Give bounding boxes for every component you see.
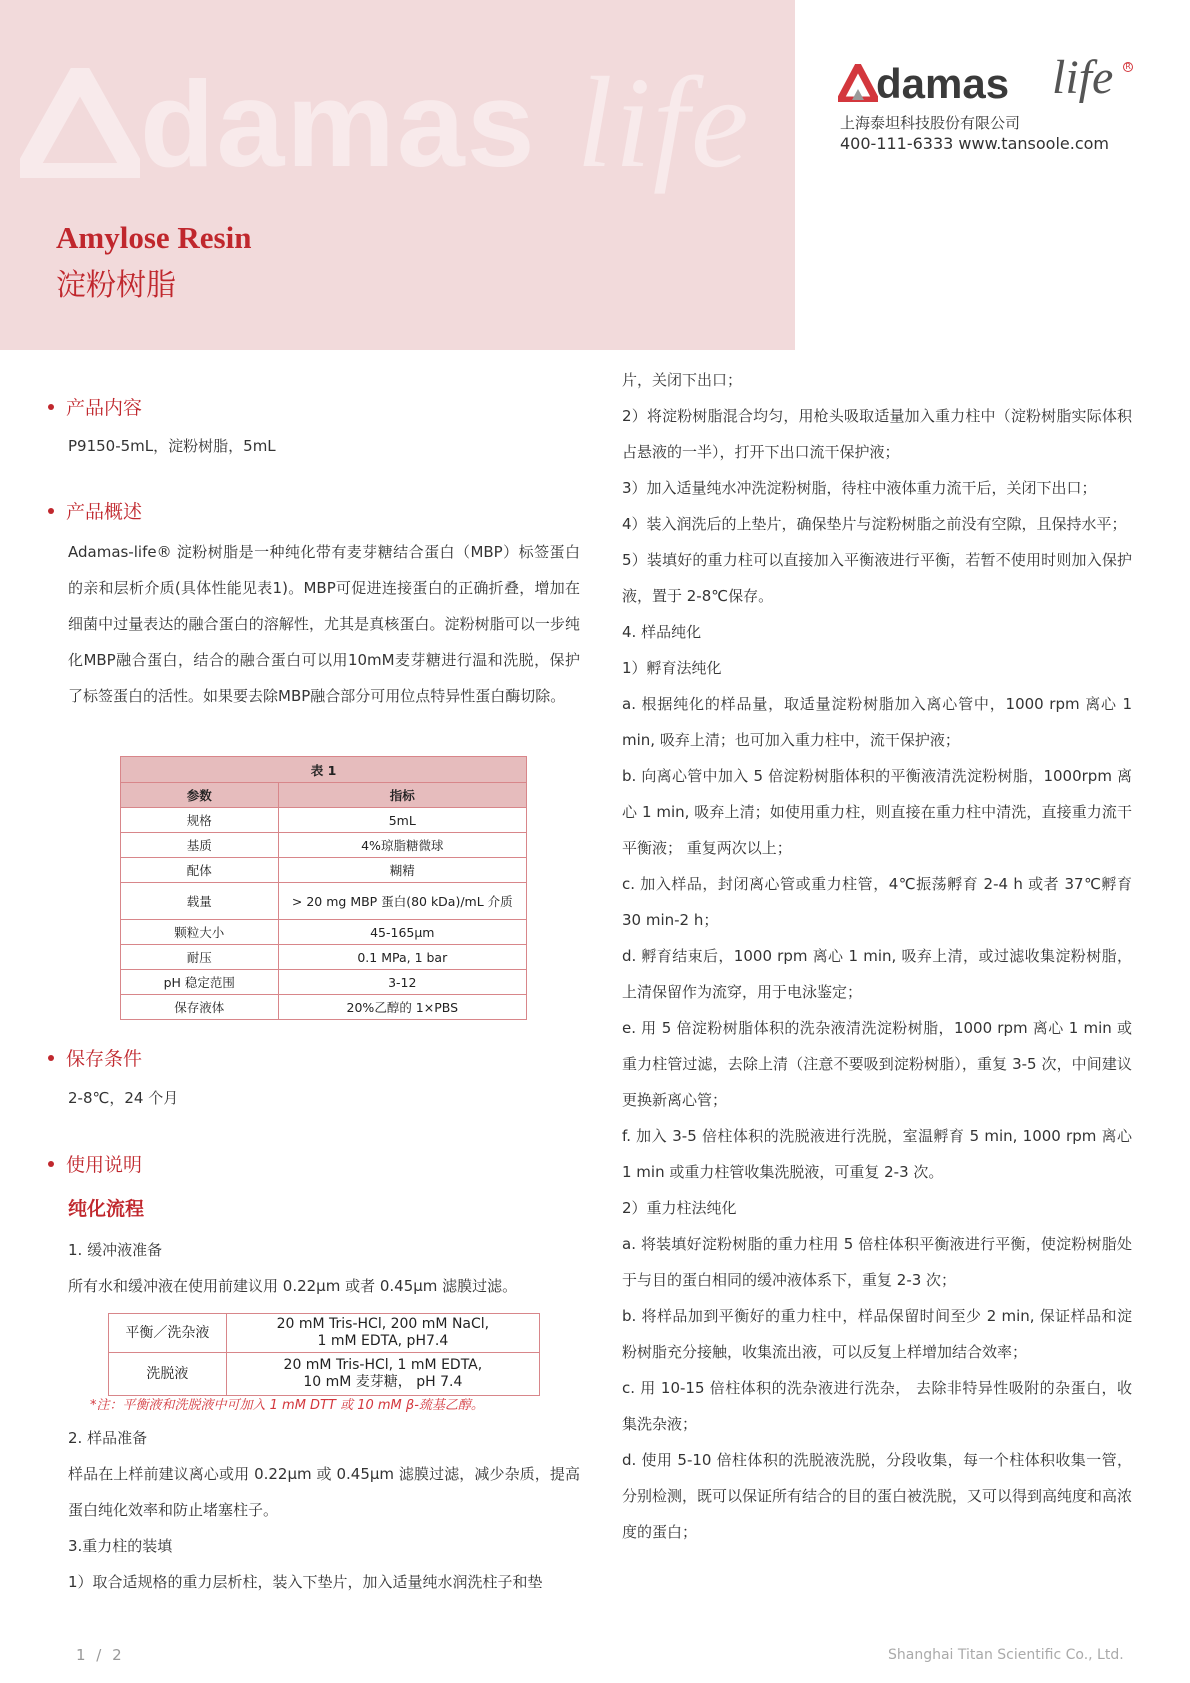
table-cell: 洗脱液	[109, 1353, 227, 1396]
table-header: 参数	[121, 783, 279, 808]
table-row	[121, 808, 527, 833]
table-row	[121, 833, 527, 858]
table-cell: 0.1 MPa, 1 bar	[278, 945, 526, 970]
table-cell: pH 稳定范围	[121, 970, 279, 995]
bullet-icon	[48, 1161, 54, 1167]
text-line: 4）装入润洗后的上垫片，确保垫片与淀粉树脂之前没有空隙，且保持水平；	[622, 515, 1127, 533]
product-title-en: Amylose Resin	[56, 220, 252, 255]
bullet-icon	[48, 1055, 54, 1061]
step-3-title: 3.重力柱的装填	[68, 1537, 173, 1555]
section-storage-title: 保存条件	[48, 1044, 142, 1071]
table-cell: 45-165μm	[278, 920, 526, 945]
product-title-cn: 淀粉树脂	[56, 268, 176, 303]
section-overview-title: 产品概述	[48, 497, 142, 524]
text-line: c. 用 10-15 倍柱体积的洗杂液进行洗杂， 去除非特异性吸附的杂蛋白，收集洗杂液；	[622, 1379, 1132, 1433]
storage-text: 2-8℃，24 个月	[68, 1089, 179, 1107]
section-contents-title: 产品内容	[48, 393, 142, 420]
step-2-title: 2. 样品准备	[68, 1429, 148, 1447]
table-cell: 20%乙醇的 1×PBS	[278, 995, 526, 1020]
text-line: a. 根据纯化的样品量，取适量淀粉树脂加入离心管中，1000 rpm 离心 1 min, 吸弃上清；也可加入重力柱中，流干保护液；	[622, 695, 1132, 749]
table-row	[121, 970, 527, 995]
text-line: a. 将装填好淀粉树脂的重力柱用 5 倍柱体积平衡液进行平衡，使淀粉树脂处于与目的蛋白相同的缓冲液体系下，重复 2-3 次；	[622, 1235, 1132, 1289]
text-line: b. 将样品加到平衡好的重力柱中，样品保留时间至少 2 min, 保证样品和淀粉树脂充分接触，收集流出液，可以反复上样增加结合效率；	[622, 1307, 1132, 1361]
right-column	[622, 362, 1132, 1550]
text-line: 1）孵育法纯化	[622, 659, 722, 677]
table-cell: 5mL	[278, 808, 526, 833]
company-contact: 400-111-6333 www.tansoole.com	[840, 134, 1109, 153]
table-cell: 颗粒大小	[121, 920, 279, 945]
watermark: damas life	[20, 48, 751, 206]
page-number: 1 / 2	[76, 1646, 125, 1664]
footer-company: Shanghai Titan Scientific Co., Ltd.	[888, 1647, 1124, 1663]
text-line: f. 加入 3-5 倍柱体积的洗脱液进行洗脱，室温孵育 5 min, 1000 rpm 离心 1 min 或重力柱管收集洗脱液，可重复 2-3 次。	[622, 1127, 1132, 1181]
table-cell: 20 mM Tris-HCl, 1 mM EDTA, 10 mM 麦芽糖， pH 7.4	[226, 1353, 539, 1396]
text-line: 4. 样品纯化	[622, 623, 702, 641]
contents-text: P9150-5mL，淀粉树脂，5mL	[68, 437, 276, 455]
company-logo	[838, 50, 1138, 154]
spec-table	[120, 756, 527, 1020]
bullet-icon	[48, 508, 54, 514]
table-row	[121, 945, 527, 970]
table-row	[109, 1353, 540, 1396]
text-line: 5）装填好的重力柱可以直接加入平衡液进行平衡，若暂不使用时则加入保护液，置于 2-8℃保存。	[622, 551, 1132, 605]
step-1-text: 所有水和缓冲液在使用前建议用 0.22μm 或者 0.45μm 滤膜过滤。	[68, 1277, 518, 1295]
table-cell: 平衡／洗杂液	[109, 1314, 227, 1353]
table-header: 指标	[278, 783, 526, 808]
table-row	[109, 1314, 540, 1353]
table-cell: 20 mM Tris-HCl, 200 mM NaCl, 1 mM EDTA, pH7.4	[226, 1314, 539, 1353]
table-row	[121, 920, 527, 945]
table-row	[121, 858, 527, 883]
text-line: b. 向离心管中加入 5 倍淀粉树脂体积的平衡液清洗淀粉树脂，1000rpm 离心 1 min, 吸弃上清；如使用重力柱，则直接在重力柱中清洗，直接重力流干平衡液； 重复两次以上；	[622, 767, 1132, 857]
company-name: 上海泰坦科技股份有限公司	[840, 114, 1021, 132]
step-2-text: 样品在上样前建议离心或用 0.22μm 或 0.45μm 滤膜过滤，减少杂质，提高蛋白纯化效率和防止堵塞柱子。	[68, 1465, 580, 1519]
buffer-note: *注：平衡液和洗脱液中可加入 1 mM DTT 或 10 mM β-巯基乙醇。	[90, 1398, 484, 1413]
table-cell: 4%琼脂糖微球	[278, 833, 526, 858]
text-line: e. 用 5 倍淀粉树脂体积的洗杂液清洗淀粉树脂，1000 rpm 离心 1 min 或重力柱管过滤，去除上清（注意不要吸到淀粉树脂），重复 3-5 次，中间建议更换新离心管；	[622, 1019, 1132, 1109]
text-line: 3）加入适量纯水冲洗淀粉树脂，待柱中液体重力流干后，关闭下出口；	[622, 479, 1097, 497]
buffer-table	[108, 1313, 540, 1396]
triangle-logo-icon	[838, 64, 878, 112]
table-cell: 糊精	[278, 858, 526, 883]
table-row	[121, 995, 527, 1020]
step-1-title: 1. 缓冲液准备	[68, 1241, 163, 1259]
table-cell: 保存液体	[121, 995, 279, 1020]
text-line: 2）将淀粉树脂混合均匀，用枪头吸取适量加入重力柱中（淀粉树脂实际体积占悬液的一半），打开下出口流干保护液；	[622, 407, 1132, 461]
text-line: 2）重力柱法纯化	[622, 1199, 737, 1217]
table-cell: 规格	[121, 808, 279, 833]
table-row	[121, 883, 527, 920]
table-cell: 3-12	[278, 970, 526, 995]
table-cell: 基质	[121, 833, 279, 858]
registered-icon: R	[1123, 62, 1133, 72]
table-cell: > 20 mg MBP 蛋白(80 kDa)/mL 介质	[278, 883, 526, 920]
table-cell: 载量	[121, 883, 279, 920]
section-usage-title: 使用说明	[48, 1150, 142, 1177]
table-cell: 配体	[121, 858, 279, 883]
text-line: d. 孵育结束后，1000 rpm 离心 1 min, 吸弃上清，或过滤收集淀粉树脂，上清保留作为流穿，用于电泳鉴定；	[622, 947, 1132, 1001]
overview-text: Adamas-life® 淀粉树脂是一种纯化带有麦芽糖结合蛋白（MBP）标签蛋白的亲和层析介质(具体性能见表1)。MBP可促进连接蛋白的正确折叠，增加在细菌中过量表达的融合蛋白的溶解性，尤其是真核蛋白。淀粉树脂可以一步纯化MBP融合蛋白，结合的融合蛋白可以用10mM麦芽糖进行温和洗脱，保护了标签蛋白的活性。如果要去除MBP融合部分可用位点特异性蛋白酶切除。	[68, 543, 580, 705]
logo-brand: damas	[838, 60, 1009, 112]
table-caption: 表 1	[121, 757, 527, 783]
logo-life: life	[1052, 51, 1114, 104]
flow-title: 纯化流程	[68, 1198, 145, 1220]
bullet-icon	[48, 404, 54, 410]
step-3-1-text: 1）取合适规格的重力层析柱，装入下垫片，加入适量纯水润洗柱子和垫	[68, 1573, 543, 1591]
text-line: d. 使用 5-10 倍柱体积的洗脱液洗脱，分段收集，每一个柱体积收集一管，分别检测，既可以保证所有结合的目的蛋白被洗脱，又可以得到高纯度和高浓度的蛋白；	[622, 1451, 1133, 1541]
triangle-logo-icon	[20, 66, 140, 206]
text-line: 片，关闭下出口；	[622, 371, 743, 389]
table-cell: 耐压	[121, 945, 279, 970]
text-line: c. 加入样品，封闭离心管或重力柱管，4℃振荡孵育 2-4 h 或者 37℃孵育 30 min-2 h；	[622, 875, 1132, 929]
